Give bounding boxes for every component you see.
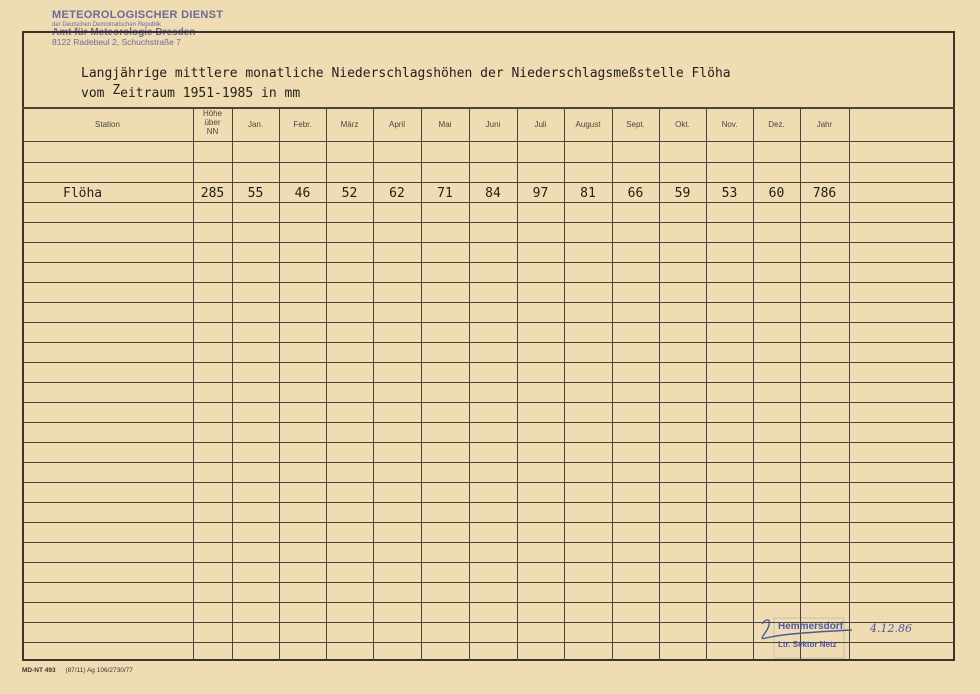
title-line-2-raised: Z [112,83,121,98]
value-cell: 66 [627,186,644,201]
value-cell: 71 [437,186,453,201]
row-rule [22,262,955,263]
column-header: Juni [485,120,501,129]
row-rule [22,182,955,183]
column-header: Station [95,120,120,129]
column-header: August [575,120,601,129]
row-rule [22,242,955,243]
row-rule [22,362,955,363]
station-cell: Flöha [63,186,103,201]
value-cell: 46 [294,186,311,201]
stamp-line-2: der Deutschen Demokratischen Republik [52,21,162,28]
column-header: Mai [438,120,452,129]
row-rule [22,141,955,142]
row-rule [22,282,955,283]
row-rule [22,562,955,563]
value-cell: 285 [200,186,225,201]
row-rule [22,502,955,503]
row-rule [22,462,955,463]
column-header: Juli [534,120,547,129]
title-line-2-prefix: vom [81,86,113,101]
value-cell: 60 [768,186,785,201]
value-cell: 52 [341,186,358,201]
column-header: Jan. [247,120,264,129]
value-cell: 786 [812,186,837,201]
row-rule [22,162,955,163]
signatory-role: Ltr. Sektor Netz [778,640,837,649]
row-rule [22,582,955,583]
value-cell: 81 [580,186,596,201]
value-cell: 62 [389,186,405,201]
column-header: Okt. [675,120,690,129]
value-cell: 59 [674,186,691,201]
row-rule [22,302,955,303]
row-rule [22,322,955,323]
title-line-1: Langjährige mittlere monatliche Niederschlagshöhen der Niederschlagsmeßstelle Flöha [81,66,731,81]
stamp-line-4: 8122 Radebeul 2, Schuchstraße 7 [52,37,182,48]
row-rule [22,542,955,543]
column-header: Dez. [768,120,785,129]
column-header: Jahr [816,120,833,129]
row-rule [22,422,955,423]
column-header: April [388,120,405,129]
row-rule [22,222,955,223]
stamp-line-1: METEOROLOGISCHER DIENST [52,9,224,21]
signature-date: 4.12.86 [870,622,912,635]
form-footer [22,667,133,674]
column-header: Febr. [293,120,312,129]
row-rule [22,342,955,343]
column-header: März [340,120,359,129]
column-header: Höhe über NN [202,109,223,137]
row-rule [22,107,955,109]
title-line-2 [81,83,301,101]
signature-stamp [752,614,932,664]
row-rule [22,482,955,483]
title-line-2-rest: eitraum 1951-1985 in mm [120,86,301,101]
value-cell: 97 [532,186,549,201]
row-rule [22,202,955,203]
value-cell: 53 [721,186,738,201]
column-header: Nov. [721,120,738,129]
row-rule [22,402,955,403]
stamp-line-3: Amt für Meteorologie Dresden [52,26,196,38]
form-details: (87/11) Ag 106/2730/77 [65,667,133,674]
form-id: MD-NT 493 [22,667,56,674]
value-cell: 55 [247,186,264,201]
row-rule [22,602,955,603]
row-rule [22,522,955,523]
column-header: Sept. [626,120,645,129]
row-rule [22,382,955,383]
row-rule [22,442,955,443]
signatory-name: Hemmersdorf [778,621,844,632]
column-divider [849,107,850,661]
value-cell: 84 [485,186,501,201]
